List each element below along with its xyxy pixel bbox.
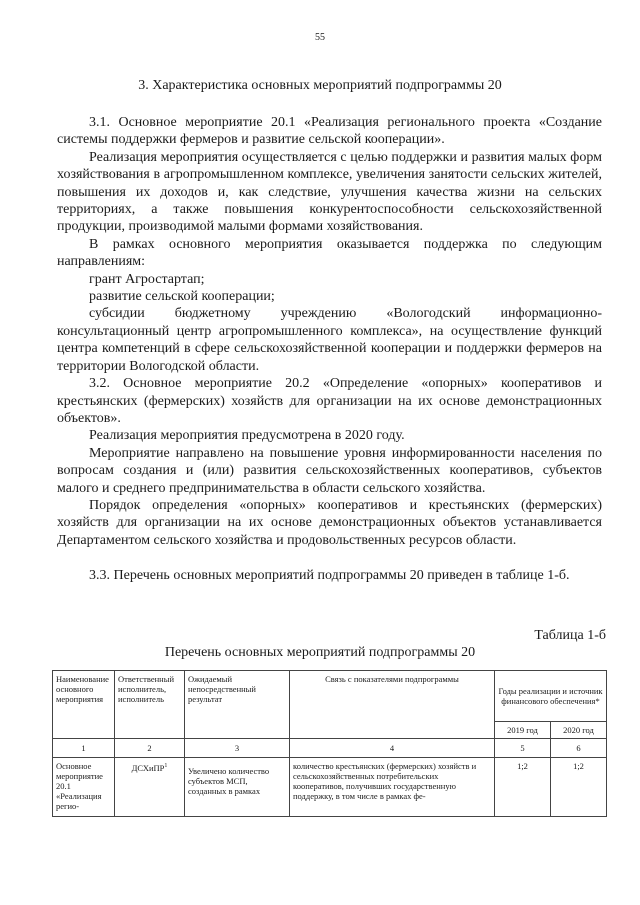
header-cell-link: Связь с показателями подпрограммы bbox=[290, 671, 495, 739]
paragraph-3-1: 3.1. Основное мероприятие 20.1 «Реализация регионального проекта «Создание системы поддержки фермеров и развитие сельской кооперации». bbox=[57, 115, 602, 148]
list-item-subsidies: субсидии бюджетному учреждению «Вологодский информационно-консультационный центр агропромышленного комплекса», на осуществление функций центра компетенций в сфере сельскохозяйственной кооперации и поддержки фермеров на территории Вологодской области. bbox=[57, 306, 602, 374]
table-number-row bbox=[53, 739, 607, 758]
measures-table bbox=[52, 670, 607, 817]
row-cell-2020: 1;2 bbox=[551, 758, 607, 817]
list-item-grant: грант Агростартап; bbox=[89, 271, 205, 287]
row-cell-link: количество крестьянских (фермерских) хозяйств и сельскохозяйственных потребительских кооперативов, получивших государственную поддержку, в том числе в рамках фе- bbox=[290, 758, 495, 817]
header-cell-result: Ожидаемый непосредственный результат bbox=[185, 671, 290, 739]
page-number: 55 bbox=[315, 32, 325, 43]
row-cell-executor bbox=[115, 758, 185, 817]
column-number: 2 bbox=[115, 739, 185, 758]
row-cell-result: Увеличено количество субъектов МСП, созданных в рамках bbox=[185, 758, 290, 817]
column-number: 6 bbox=[551, 739, 607, 758]
header-cell-years: Годы реализации и источник финансового обеспечения* bbox=[495, 671, 607, 722]
section-title: 3. Характеристика основных мероприятий подпрограммы 20 bbox=[138, 78, 502, 93]
paragraph-goal: Реализация мероприятия осуществляется с целью поддержки и развития малых форм хозяйствования в агропромышленном комплексе, увеличения занятости сельских жителей, повышения их доходов и, как следствие, улучшения качества жизни на сельских территориях, а также повышения конкурентоспособности сельскохозяйственной продукции, производимой малыми формами хозяйствования. bbox=[57, 149, 602, 235]
row-cell-name: Основное мероприятие 20.1 «Реализация регио- bbox=[53, 758, 115, 817]
header-cell-executor: Ответственный исполнитель, исполнитель bbox=[115, 671, 185, 739]
column-number: 4 bbox=[290, 739, 495, 758]
paragraph-3-2: 3.2. Основное мероприятие 20.2 «Определение «опорных» кооперативов и крестьянских (фермерских) хозяйств для организации на их основе демонстрационных объектов». bbox=[57, 376, 602, 426]
list-item-cooperation: развитие сельской кооперации; bbox=[89, 289, 275, 305]
table-label: Таблица 1-б bbox=[534, 628, 606, 643]
executor-text: ДСХиПР bbox=[131, 762, 165, 773]
body-text bbox=[57, 114, 602, 585]
table-title: Перечень основных мероприятий подпрограммы 20 bbox=[164, 645, 476, 660]
paragraph-3-3: 3.3. Перечень основных мероприятий подпрограммы 20 приведен в таблице 1-б. bbox=[89, 568, 570, 584]
footnote-marker: 1 bbox=[164, 763, 168, 769]
paragraph-year: Реализация мероприятия предусмотрена в 2020 году. bbox=[89, 428, 405, 444]
paragraph-informing: Мероприятие направлено на повышение уровня информированности населения по вопросам создания и (или) развития сельскохозяйственных кооперативов, субъектов малого и среднего предпринимательства в области сельского хозяйства. bbox=[57, 445, 602, 496]
column-number: 3 bbox=[185, 739, 290, 758]
header-cell-2019: 2019 год bbox=[495, 722, 551, 739]
table-header-row bbox=[53, 671, 607, 722]
table-row bbox=[53, 758, 607, 817]
paragraph-order: Порядок определения «опорных» кооперативов и крестьянских (фермерских) хозяйств для организации на их основе демонстрационных объектов устанавливается Департаментом сельского хозяйства и продовольственных ресурсов области. bbox=[57, 497, 602, 548]
row-cell-2019: 1;2 bbox=[495, 758, 551, 817]
header-cell-name: Наименование основного мероприятия bbox=[53, 671, 115, 739]
header-cell-2020: 2020 год bbox=[551, 722, 607, 739]
column-number: 5 bbox=[495, 739, 551, 758]
column-number: 1 bbox=[53, 739, 115, 758]
paragraph-directions: В рамках основного мероприятия оказывается поддержка по следующим направлениям: bbox=[57, 236, 602, 270]
